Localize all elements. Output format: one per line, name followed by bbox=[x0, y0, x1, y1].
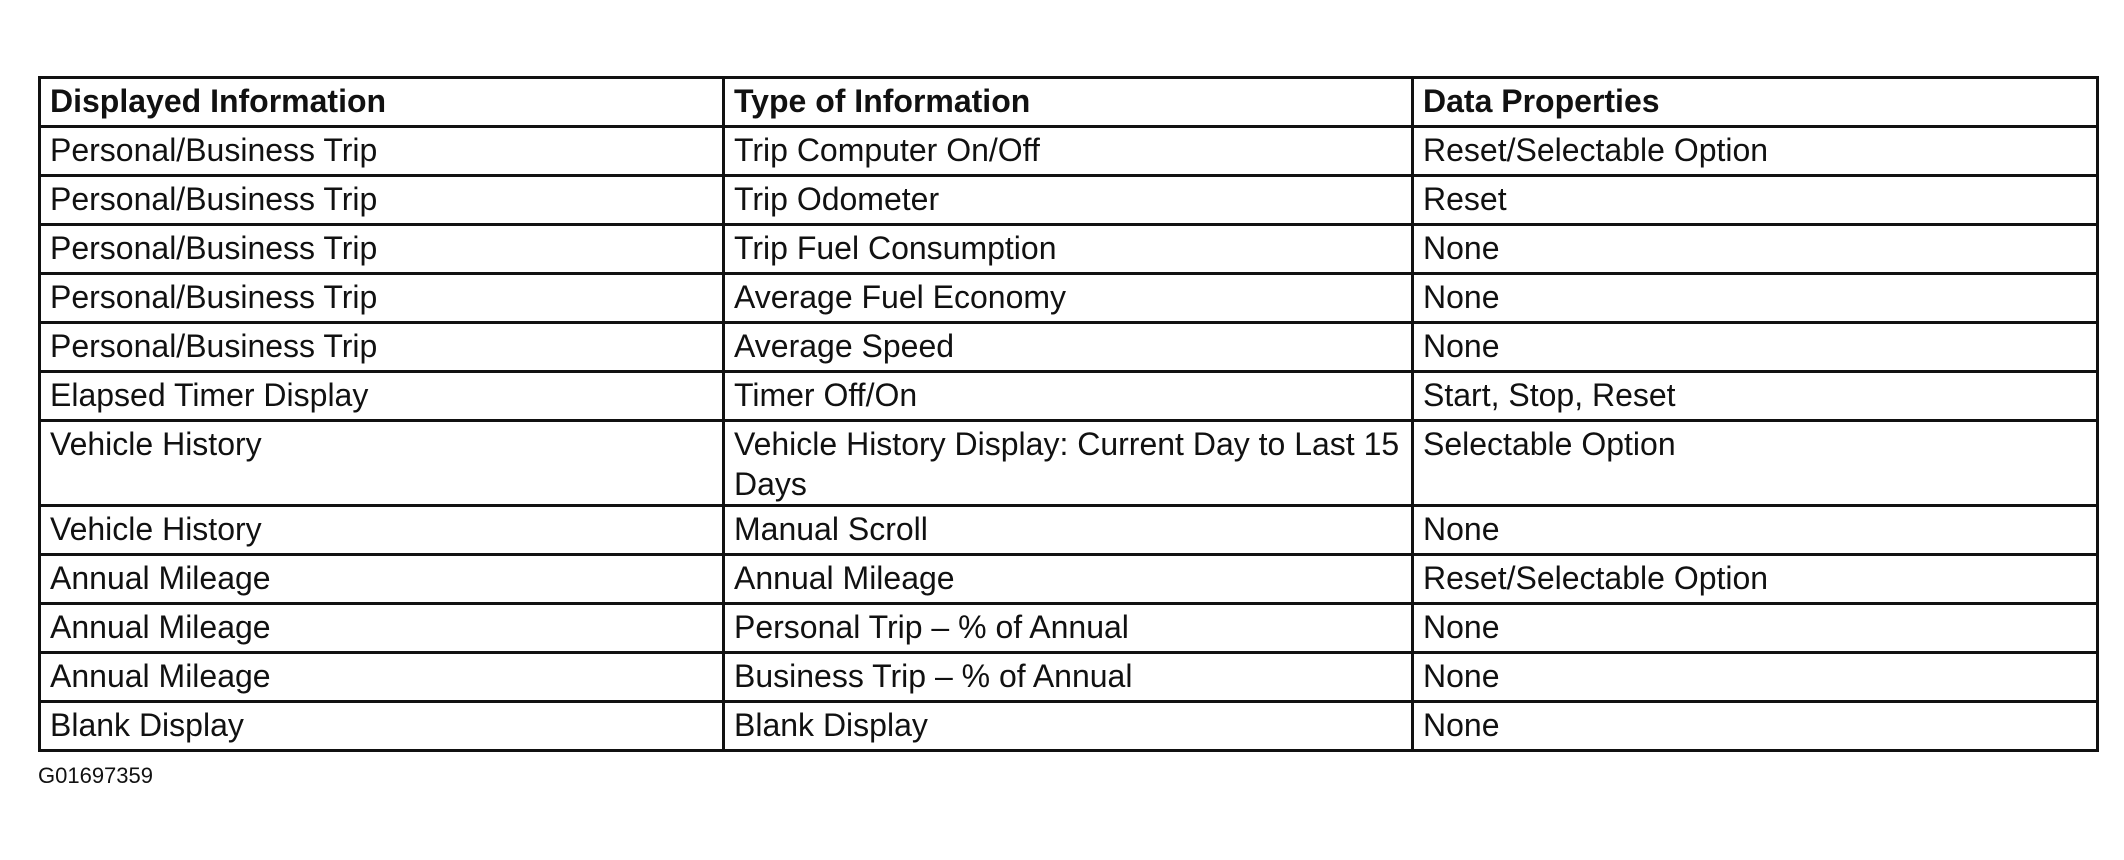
table-row bbox=[40, 225, 2098, 274]
cell-type-of-information: Average Fuel Economy bbox=[724, 274, 1413, 323]
cell-displayed-information: Personal/Business Trip bbox=[40, 176, 724, 225]
cell-type-of-information: Vehicle History Display: Current Day to Last 15 Days bbox=[724, 421, 1413, 506]
column-header-data-properties: Data Properties bbox=[1413, 78, 2098, 127]
cell-data-properties: None bbox=[1413, 604, 2098, 653]
cell-data-properties: Start, Stop, Reset bbox=[1413, 372, 2098, 421]
figure-id: G01697359 bbox=[38, 763, 153, 788]
cell-data-properties: None bbox=[1413, 702, 2098, 751]
cell-data-properties: None bbox=[1413, 274, 2098, 323]
cell-displayed-information: Blank Display bbox=[40, 702, 724, 751]
cell-displayed-information: Annual Mileage bbox=[40, 653, 724, 702]
cell-type-of-information: Average Speed bbox=[724, 323, 1413, 372]
cell-displayed-information: Vehicle History bbox=[40, 506, 724, 555]
cell-type-of-information: Personal Trip – % of Annual bbox=[724, 604, 1413, 653]
cell-data-properties: Selectable Option bbox=[1413, 421, 2098, 506]
column-header-displayed-information: Displayed Information bbox=[40, 78, 724, 127]
cell-data-properties: None bbox=[1413, 506, 2098, 555]
data-table bbox=[38, 76, 2099, 752]
cell-data-properties: Reset bbox=[1413, 176, 2098, 225]
cell-displayed-information: Elapsed Timer Display bbox=[40, 372, 724, 421]
table-row bbox=[40, 176, 2098, 225]
cell-type-of-information: Business Trip – % of Annual bbox=[724, 653, 1413, 702]
column-header-type-of-information: Type of Information bbox=[724, 78, 1413, 127]
cell-displayed-information: Annual Mileage bbox=[40, 555, 724, 604]
cell-type-of-information: Timer Off/On bbox=[724, 372, 1413, 421]
cell-data-properties: Reset/Selectable Option bbox=[1413, 555, 2098, 604]
table-row bbox=[40, 506, 2098, 555]
cell-type-of-information: Trip Odometer bbox=[724, 176, 1413, 225]
cell-type-of-information: Annual Mileage bbox=[724, 555, 1413, 604]
cell-data-properties: Reset/Selectable Option bbox=[1413, 127, 2098, 176]
cell-displayed-information: Annual Mileage bbox=[40, 604, 724, 653]
table-row bbox=[40, 274, 2098, 323]
table-row bbox=[40, 372, 2098, 421]
cell-displayed-information: Personal/Business Trip bbox=[40, 274, 724, 323]
cell-data-properties: None bbox=[1413, 653, 2098, 702]
table-row bbox=[40, 555, 2098, 604]
table-row bbox=[40, 323, 2098, 372]
cell-type-of-information: Manual Scroll bbox=[724, 506, 1413, 555]
table-row bbox=[40, 702, 2098, 751]
table-row bbox=[40, 604, 2098, 653]
table-row bbox=[40, 421, 2098, 506]
cell-displayed-information: Personal/Business Trip bbox=[40, 323, 724, 372]
cell-type-of-information: Trip Fuel Consumption bbox=[724, 225, 1413, 274]
cell-type-of-information: Trip Computer On/Off bbox=[724, 127, 1413, 176]
cell-displayed-information: Personal/Business Trip bbox=[40, 127, 724, 176]
cell-data-properties: None bbox=[1413, 225, 2098, 274]
cell-data-properties: None bbox=[1413, 323, 2098, 372]
table-row bbox=[40, 127, 2098, 176]
cell-type-of-information: Blank Display bbox=[724, 702, 1413, 751]
table-row bbox=[40, 653, 2098, 702]
table-header-row bbox=[40, 78, 2098, 127]
cell-displayed-information: Vehicle History bbox=[40, 421, 724, 506]
cell-displayed-information: Personal/Business Trip bbox=[40, 225, 724, 274]
